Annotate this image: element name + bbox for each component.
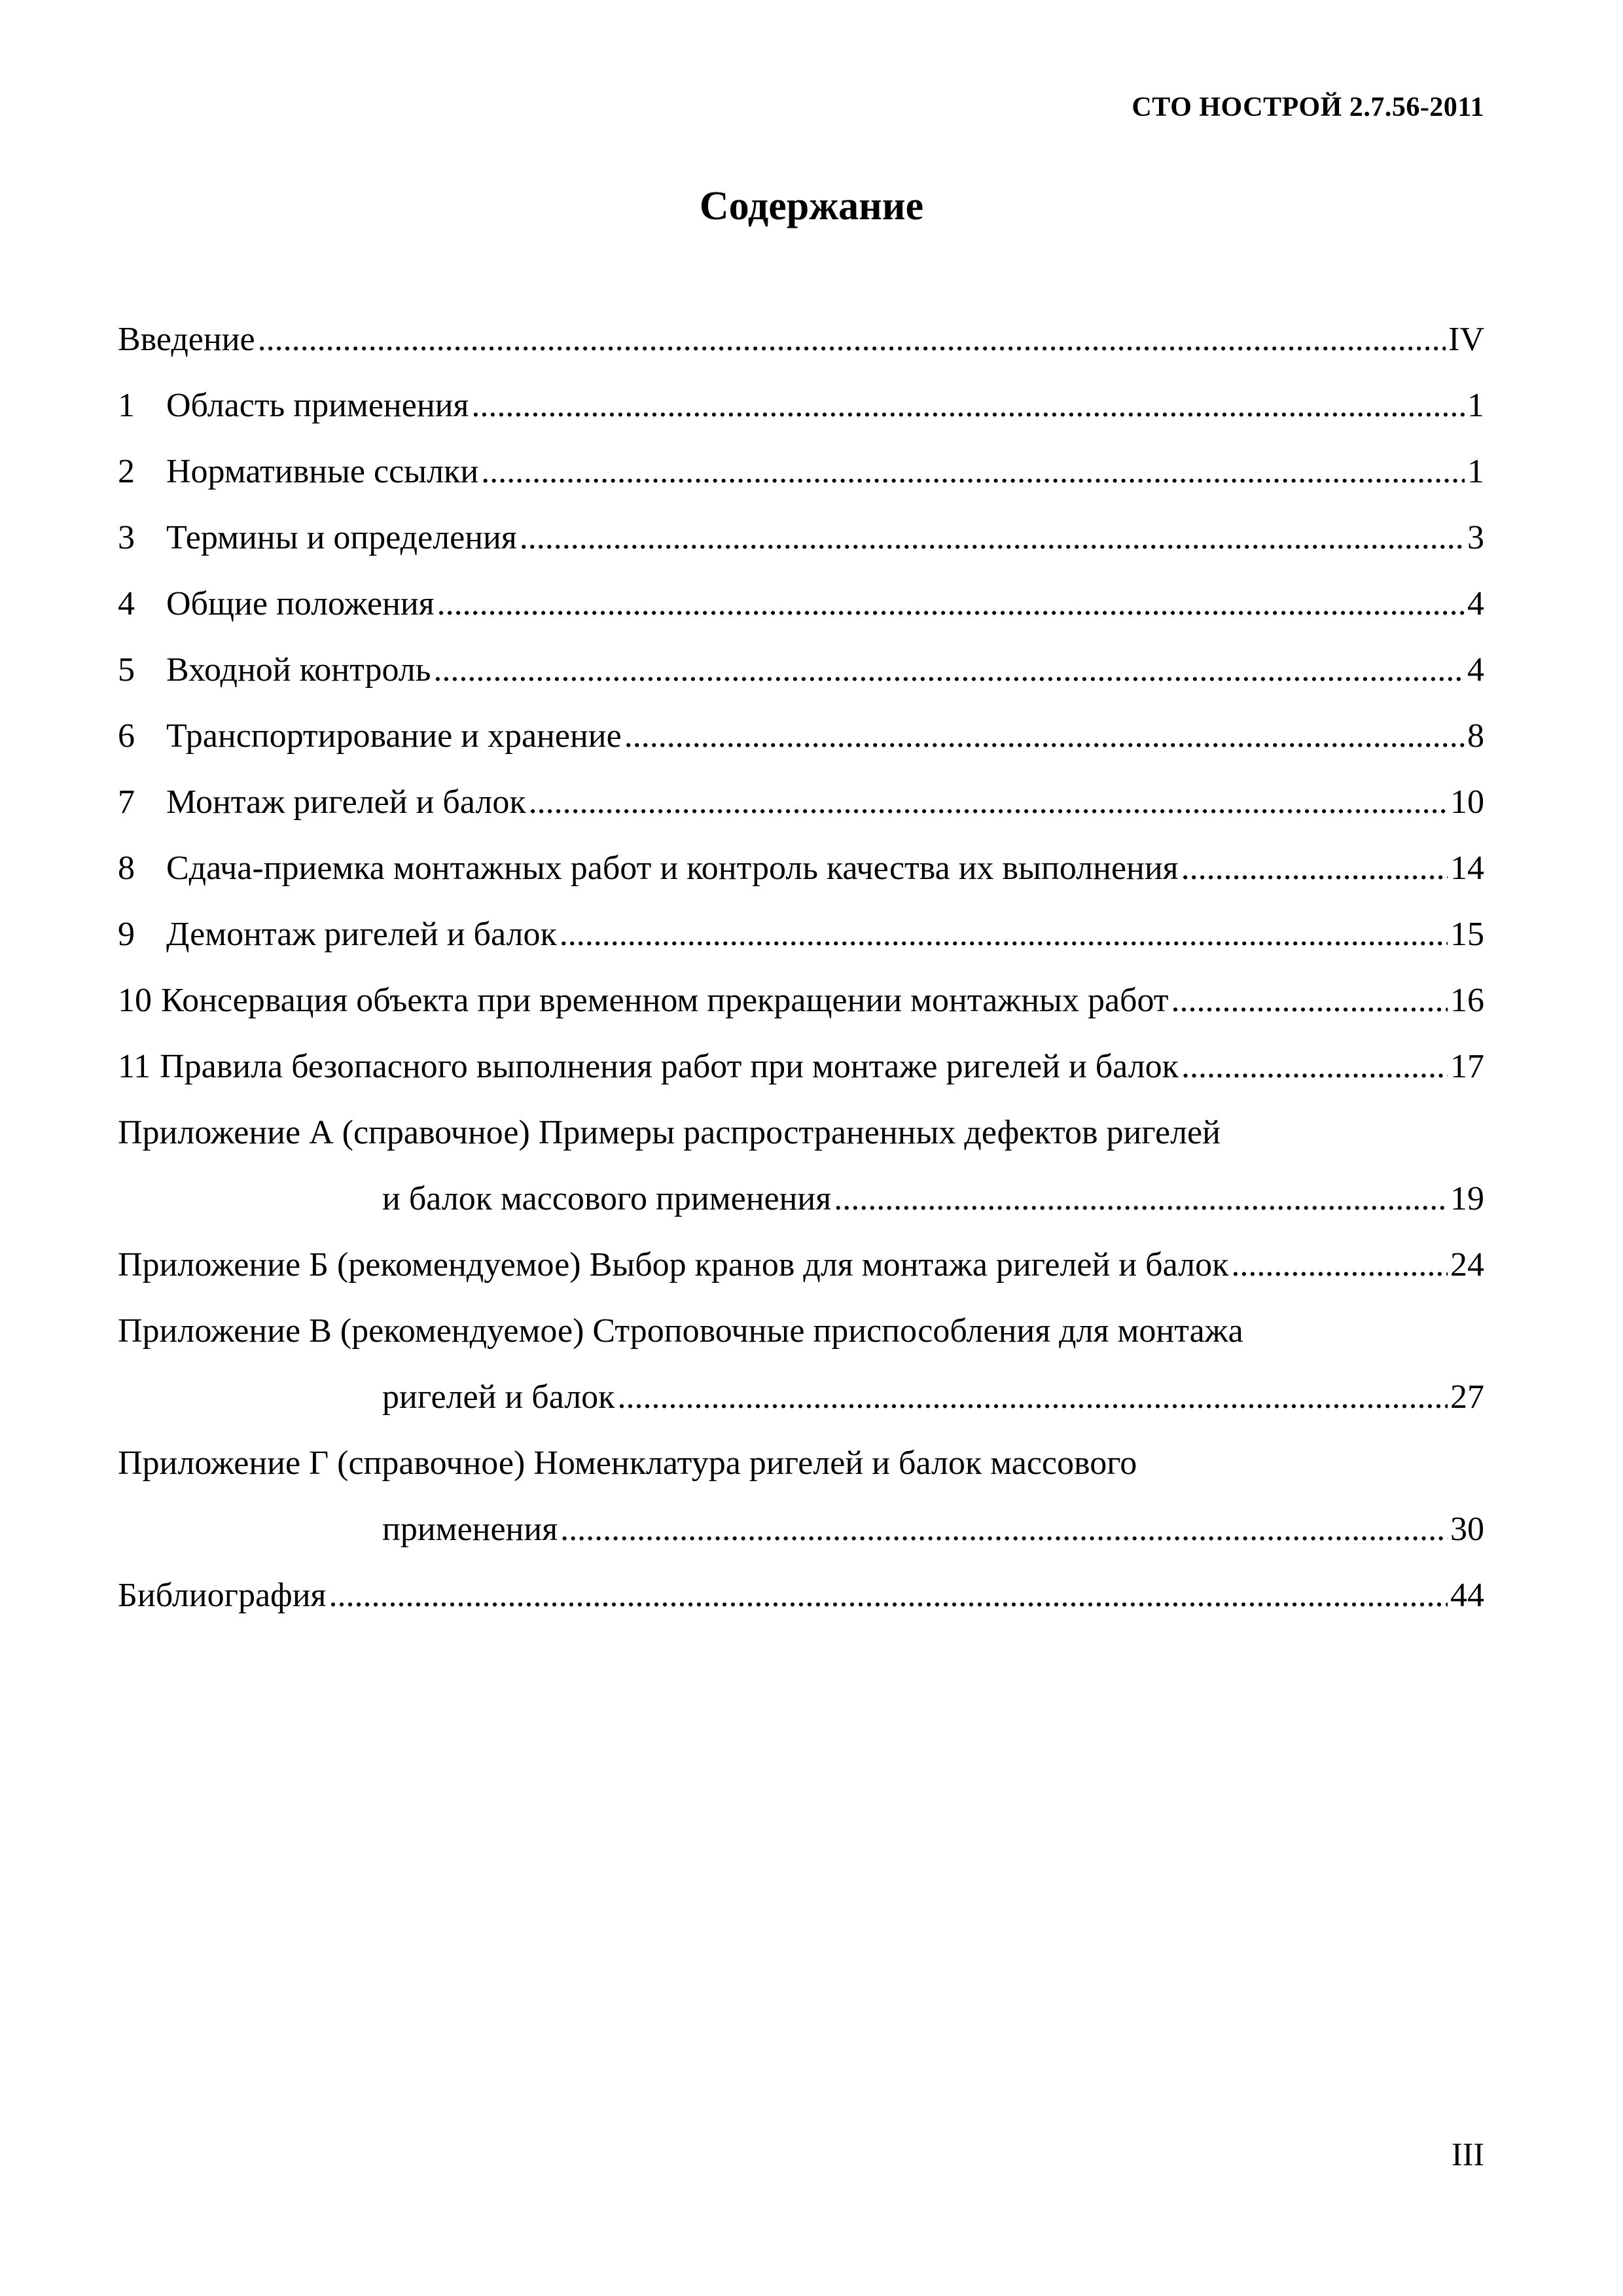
toc-entry-4[interactable] xyxy=(118,571,1484,637)
page-number: III xyxy=(1452,2136,1484,2172)
toc-entry-page: 10 xyxy=(1450,783,1484,821)
toc-leader-dots xyxy=(520,505,1465,571)
toc-leader-dots xyxy=(529,769,1448,835)
toc-entry-text: Входной контроль xyxy=(166,651,431,689)
toc-entry-text-continuation: ригелей и балок xyxy=(382,1378,615,1416)
toc-entry-2[interactable] xyxy=(118,439,1484,505)
toc-entry-page: 1 xyxy=(1467,453,1484,490)
toc-entry-text: Введение xyxy=(118,321,255,358)
toc-leader-dots xyxy=(481,439,1465,505)
toc-entry-appendix-v[interactable] xyxy=(118,1298,1484,1364)
toc-entry-number: 9 xyxy=(118,916,135,953)
toc-leader-dots xyxy=(560,1496,1448,1562)
toc-entry-text-continuation: применения xyxy=(382,1511,558,1548)
toc-entry-page: 15 xyxy=(1450,916,1484,953)
toc-entry-number: 8 xyxy=(118,850,135,887)
toc-entry-appendix-g-continuation[interactable] xyxy=(118,1496,1484,1562)
toc-entry-text: Консервация объекта при временном прекращении монтажных работ xyxy=(161,982,1169,1019)
toc-entry-number: 5 xyxy=(118,651,135,689)
toc-leader-dots xyxy=(471,372,1465,439)
toc-entry-text: Монтаж ригелей и балок xyxy=(166,783,526,821)
toc-entry-number: 4 xyxy=(118,585,135,622)
toc-entry-8[interactable] xyxy=(118,835,1484,901)
toc-entry-number: 11 xyxy=(118,1048,151,1085)
toc-entry-page: 16 xyxy=(1450,982,1484,1019)
toc-leader-dots xyxy=(834,1166,1448,1232)
toc-entry-text: Демонтаж ригелей и балок xyxy=(166,916,557,953)
toc-leader-dots xyxy=(560,901,1448,967)
toc-entry-page: 1 xyxy=(1467,387,1484,424)
toc-entry-number: 2 xyxy=(118,453,135,490)
toc-entry-page: 3 xyxy=(1467,519,1484,556)
toc-leader-dots xyxy=(1181,1033,1448,1100)
toc-leader-dots xyxy=(437,571,1465,637)
toc-entry-bibliography[interactable] xyxy=(118,1562,1484,1628)
toc-leader-dots xyxy=(433,637,1465,703)
toc-leader-dots xyxy=(1181,835,1448,901)
toc-entry-text: Сдача-приемка монтажных работ и контроль качества их выполнения xyxy=(166,850,1179,887)
toc-title: Содержание xyxy=(699,184,924,228)
toc-entry-appendix-v-continuation[interactable] xyxy=(118,1364,1484,1430)
toc-entry-appendix-a[interactable] xyxy=(118,1100,1484,1166)
toc-entry-page: 44 xyxy=(1450,1577,1484,1614)
toc-leader-dots xyxy=(329,1562,1448,1628)
toc-entry-7[interactable] xyxy=(118,769,1484,835)
toc-entry-text: Общие положения xyxy=(166,585,435,622)
toc-entry-text: Приложение Б (рекомендуемое) Выбор кранов для монтажа ригелей и балок xyxy=(118,1246,1229,1283)
toc-entry-page: 4 xyxy=(1467,651,1484,689)
toc-entry-page: 14 xyxy=(1450,850,1484,887)
toc-leader-dots xyxy=(1171,967,1448,1033)
toc-entry-introduction[interactable] xyxy=(118,306,1484,372)
toc-entry-number: 7 xyxy=(118,783,135,821)
toc-leader-dots xyxy=(624,703,1465,769)
toc-entry-page: 4 xyxy=(1467,585,1484,622)
toc-entry-6[interactable] xyxy=(118,703,1484,769)
toc-entry-1[interactable] xyxy=(118,372,1484,439)
toc-entry-5[interactable] xyxy=(118,637,1484,703)
toc-entry-3[interactable] xyxy=(118,505,1484,571)
toc-leader-dots xyxy=(617,1364,1448,1430)
toc-entry-text: Приложение В (рекомендуемое) Строповочные приспособления для монтажа xyxy=(118,1312,1243,1350)
toc-entry-11[interactable] xyxy=(118,1033,1484,1100)
toc-entry-number: 10 xyxy=(118,982,152,1019)
toc-entry-text: Транспортирование и хранение xyxy=(166,717,622,755)
toc-entry-text: Приложение Г (справочное) Номенклатура ригелей и балок массового xyxy=(118,1444,1137,1482)
toc-entry-page: 27 xyxy=(1450,1378,1484,1416)
toc-leader-dots xyxy=(1231,1232,1448,1298)
toc-leader-dots xyxy=(258,306,1446,372)
toc-entry-page: 19 xyxy=(1450,1180,1484,1217)
toc-entry-text: Термины и определения xyxy=(166,519,517,556)
toc-entry-page: 24 xyxy=(1450,1246,1484,1283)
toc-entry-text: Правила безопасного выполнения работ при монтаже ригелей и балок xyxy=(160,1048,1179,1085)
toc-entry-appendix-b[interactable] xyxy=(118,1232,1484,1298)
table-of-contents xyxy=(118,306,1484,1628)
toc-entry-9[interactable] xyxy=(118,901,1484,967)
toc-entry-number: 6 xyxy=(118,717,135,755)
toc-entry-text: Область применения xyxy=(166,387,469,424)
toc-entry-number: 3 xyxy=(118,519,135,556)
toc-entry-appendix-g[interactable] xyxy=(118,1430,1484,1496)
toc-entry-page: 17 xyxy=(1450,1048,1484,1085)
toc-entry-10[interactable] xyxy=(118,967,1484,1033)
toc-entry-text: Приложение А (справочное) Примеры распространенных дефектов ригелей xyxy=(118,1114,1221,1151)
toc-entry-text: Библиография xyxy=(118,1577,327,1614)
toc-entry-text: Нормативные ссылки xyxy=(166,453,479,490)
toc-entry-appendix-a-continuation[interactable] xyxy=(118,1166,1484,1232)
toc-entry-page: 30 xyxy=(1450,1511,1484,1548)
toc-entry-page: 8 xyxy=(1467,717,1484,755)
toc-entry-text-continuation: и балок массового применения xyxy=(382,1180,832,1217)
toc-entry-page: IV xyxy=(1448,321,1484,358)
toc-entry-number: 1 xyxy=(118,387,135,424)
document-code: СТО НОСТРОЙ 2.7.56-2011 xyxy=(1132,92,1484,122)
